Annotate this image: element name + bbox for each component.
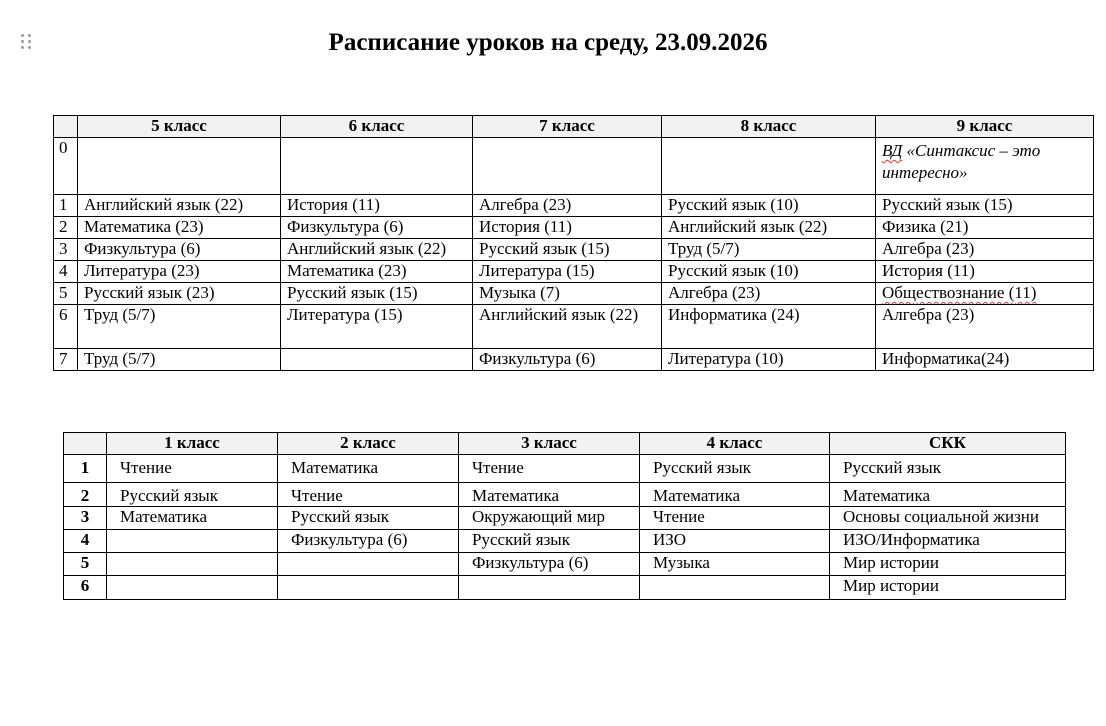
header-cell: 7 класс bbox=[473, 116, 662, 138]
table-cell[interactable]: Труд (5/7) bbox=[662, 239, 876, 261]
header-cell: СКК bbox=[830, 433, 1066, 455]
table-cell[interactable]: Чтение bbox=[107, 455, 278, 483]
table-cell[interactable]: Мир истории bbox=[830, 576, 1066, 600]
header-cell: 1 класс bbox=[107, 433, 278, 455]
table-row bbox=[64, 553, 1066, 576]
table-cell[interactable] bbox=[876, 283, 1094, 305]
table-cell[interactable]: Математика bbox=[107, 507, 278, 530]
table-cell[interactable]: Математика bbox=[278, 455, 459, 483]
table-cell[interactable]: История (11) bbox=[473, 217, 662, 239]
table-cell[interactable]: Русский язык (15) bbox=[281, 283, 473, 305]
lesson-number: 2 bbox=[54, 217, 78, 239]
header-cell: 8 класс bbox=[662, 116, 876, 138]
table-cell[interactable]: Чтение bbox=[278, 483, 459, 507]
table-cell[interactable] bbox=[107, 576, 278, 600]
table-cell[interactable]: Русский язык bbox=[278, 507, 459, 530]
header-cell: 9 класс bbox=[876, 116, 1094, 138]
lesson-number: 6 bbox=[54, 305, 78, 349]
table-cell[interactable]: Физика (21) bbox=[876, 217, 1094, 239]
table-row bbox=[54, 349, 1094, 371]
lesson-number: 6 bbox=[64, 576, 107, 600]
table-cell[interactable]: Литература (23) bbox=[78, 261, 281, 283]
table-cell[interactable]: Чтение bbox=[640, 507, 830, 530]
lesson-number: 5 bbox=[54, 283, 78, 305]
table-cell[interactable] bbox=[876, 138, 1094, 195]
table-cell[interactable]: Алгебра (23) bbox=[876, 239, 1094, 261]
table-cell[interactable]: Труд (5/7) bbox=[78, 349, 281, 371]
spellcheck-word: ВД bbox=[882, 141, 903, 160]
cell-text: «Синтаксис – это интересно» bbox=[882, 141, 1041, 182]
table-cell[interactable]: Алгебра (23) bbox=[876, 305, 1094, 349]
table-cell[interactable]: Русский язык (15) bbox=[876, 195, 1094, 217]
table-cell[interactable]: Русский язык (23) bbox=[78, 283, 281, 305]
table-cell[interactable]: Основы социальной жизни bbox=[830, 507, 1066, 530]
table-cell[interactable]: Математика bbox=[459, 483, 640, 507]
table-cell[interactable]: Информатика (24) bbox=[662, 305, 876, 349]
table-cell[interactable]: Математика bbox=[640, 483, 830, 507]
table-cell[interactable] bbox=[459, 576, 640, 600]
table-cell[interactable]: Литература (15) bbox=[473, 261, 662, 283]
table-row bbox=[54, 217, 1094, 239]
table-cell[interactable] bbox=[640, 576, 830, 600]
lesson-number: 3 bbox=[64, 507, 107, 530]
table-cell[interactable]: Чтение bbox=[459, 455, 640, 483]
table-row bbox=[54, 239, 1094, 261]
schedule-table-lower bbox=[63, 432, 1066, 600]
lesson-number: 4 bbox=[54, 261, 78, 283]
table-cell[interactable]: Русский язык bbox=[640, 455, 830, 483]
table-cell[interactable] bbox=[107, 553, 278, 576]
table-cell[interactable]: История (11) bbox=[876, 261, 1094, 283]
lesson-number: 5 bbox=[64, 553, 107, 576]
table-cell[interactable]: Математика (23) bbox=[281, 261, 473, 283]
header-cell: 3 класс bbox=[459, 433, 640, 455]
header-cell: 5 класс bbox=[78, 116, 281, 138]
lesson-number: 1 bbox=[54, 195, 78, 217]
table-cell[interactable]: Алгебра (23) bbox=[473, 195, 662, 217]
table-cell[interactable]: Русский язык (10) bbox=[662, 261, 876, 283]
table-cell[interactable]: Русский язык bbox=[107, 483, 278, 507]
table-cell[interactable]: Физкультура (6) bbox=[459, 553, 640, 576]
table-row bbox=[64, 455, 1066, 483]
table-cell[interactable]: Математика bbox=[830, 483, 1066, 507]
page-title: Расписание уроков на среду, 23.09.2026 bbox=[328, 29, 768, 56]
table-cell[interactable]: Математика (23) bbox=[78, 217, 281, 239]
schedule-table-upper bbox=[53, 115, 1094, 371]
table-cell[interactable]: Литература (15) bbox=[281, 305, 473, 349]
table-cell[interactable] bbox=[662, 138, 876, 195]
table-cell[interactable]: ИЗО/Информатика bbox=[830, 530, 1066, 553]
table-cell[interactable]: Английский язык (22) bbox=[662, 217, 876, 239]
lesson-number: 4 bbox=[64, 530, 107, 553]
header-cell bbox=[54, 116, 78, 138]
header-cell: 6 класс bbox=[281, 116, 473, 138]
table-cell[interactable] bbox=[473, 138, 662, 195]
table-cell[interactable]: Мир истории bbox=[830, 553, 1066, 576]
table-cell[interactable] bbox=[278, 553, 459, 576]
table-header-row bbox=[54, 116, 1094, 138]
table-cell[interactable]: Информатика(24) bbox=[876, 349, 1094, 371]
table-cell[interactable]: Музыка (7) bbox=[473, 283, 662, 305]
table-row bbox=[54, 138, 1094, 195]
table-cell[interactable] bbox=[281, 349, 473, 371]
table-cell[interactable]: Английский язык (22) bbox=[281, 239, 473, 261]
table-cell[interactable]: Труд (5/7) bbox=[78, 305, 281, 349]
table-cell[interactable] bbox=[281, 138, 473, 195]
table-cell[interactable] bbox=[78, 138, 281, 195]
lesson-number: 7 bbox=[54, 349, 78, 371]
table-cell[interactable]: Физкультура (6) bbox=[473, 349, 662, 371]
table-cell[interactable]: Русский язык bbox=[830, 455, 1066, 483]
table-cell[interactable]: Физкультура (6) bbox=[278, 530, 459, 553]
table-cell[interactable]: Алгебра (23) bbox=[662, 283, 876, 305]
header-cell bbox=[64, 433, 107, 455]
table-cell[interactable]: Музыка bbox=[640, 553, 830, 576]
table-row bbox=[54, 283, 1094, 305]
table-cell[interactable]: Русский язык (15) bbox=[473, 239, 662, 261]
table-row bbox=[54, 261, 1094, 283]
table-cell[interactable]: Литература (10) bbox=[662, 349, 876, 371]
table-row bbox=[64, 507, 1066, 530]
table-row bbox=[64, 530, 1066, 553]
table-cell[interactable]: ИЗО bbox=[640, 530, 830, 553]
table-cell[interactable]: Английский язык (22) bbox=[78, 195, 281, 217]
lesson-number: 3 bbox=[54, 239, 78, 261]
lesson-number: 2 bbox=[64, 483, 107, 507]
table-cell[interactable] bbox=[278, 576, 459, 600]
table-cell[interactable]: Английский язык (22) bbox=[473, 305, 662, 349]
table-cell[interactable]: Русский язык bbox=[459, 530, 640, 553]
table-cell[interactable]: Физкультура (6) bbox=[78, 239, 281, 261]
table-cell[interactable]: История (11) bbox=[281, 195, 473, 217]
lesson-number: 1 bbox=[64, 455, 107, 483]
table-header-row bbox=[64, 433, 1066, 455]
table-row bbox=[64, 483, 1066, 507]
table-cell[interactable]: Русский язык (10) bbox=[662, 195, 876, 217]
table-cell[interactable]: Окружающий мир bbox=[459, 507, 640, 530]
lesson-number: 0 bbox=[54, 138, 78, 195]
header-cell: 2 класс bbox=[278, 433, 459, 455]
table-row bbox=[64, 576, 1066, 600]
table-row bbox=[54, 195, 1094, 217]
table-row bbox=[54, 305, 1094, 349]
spellcheck-word: Обществознание (11) bbox=[882, 283, 1037, 302]
table-cell[interactable]: Физкультура (6) bbox=[281, 217, 473, 239]
header-cell: 4 класс bbox=[640, 433, 830, 455]
table-cell[interactable] bbox=[107, 530, 278, 553]
